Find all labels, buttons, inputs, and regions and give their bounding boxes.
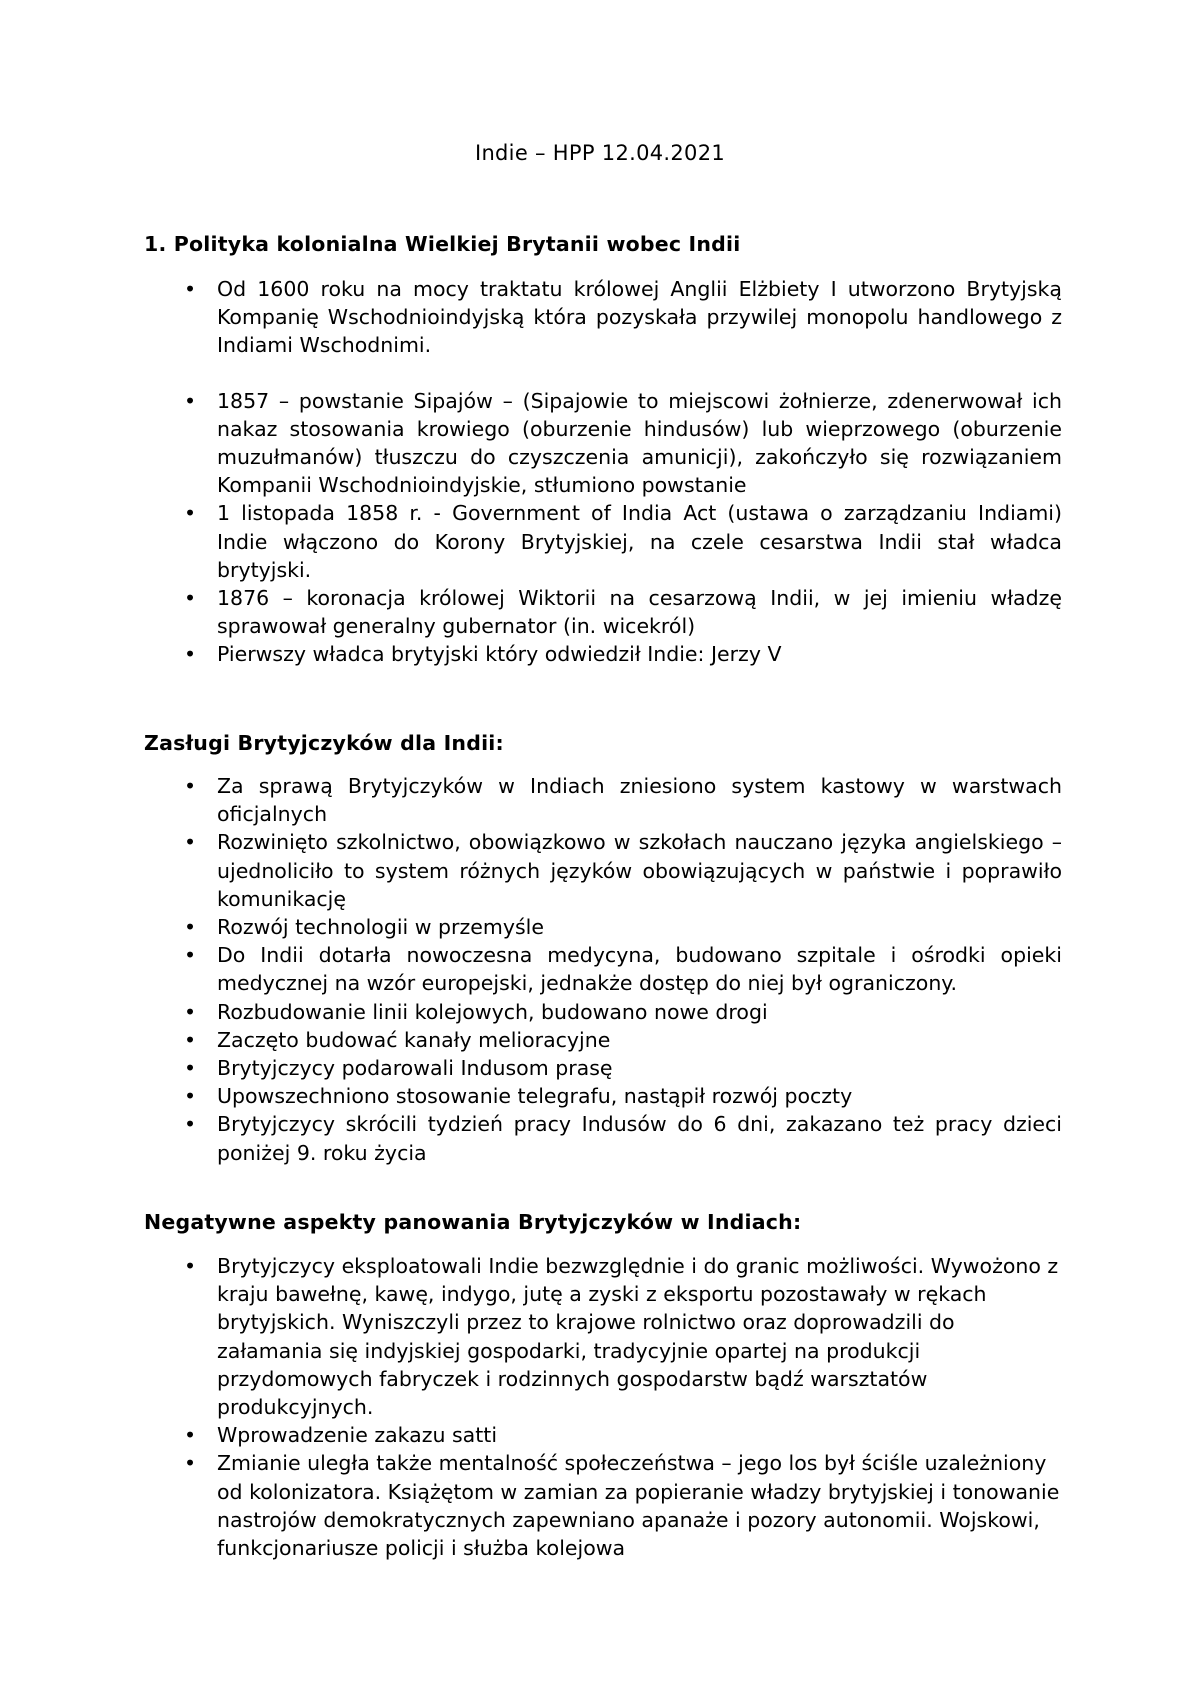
bullet-icon: • [183, 1112, 197, 1137]
list-item-text: Rozwój technologii w przemyśle [217, 915, 544, 940]
list-item [144, 1421, 1062, 1449]
bullet-icon: • [183, 1056, 197, 1081]
document-title: Indie – HPP 12.04.2021 [474, 141, 726, 165]
list-item-text: Zmianie uległa także mentalność społeczeństwa – jego los był ściśle uzależniony od kolonizatora. Książętom w zamian za popieranie władzy brytyjskiej i tonowanie nastrojów demokratycznych zapewniano apanaże i pozory autonomii. Wojskowi, funkcjonariusze policji i służba kolejowa [217, 1451, 1060, 1561]
list-item-text: Rozbudowanie linii kolejowych, budowano nowe drogi [217, 999, 768, 1024]
list-item [144, 640, 1062, 668]
list-item [144, 1026, 1062, 1054]
list-item [144, 941, 1062, 997]
list-item-text: Brytyjczycy podarowali Indusom prasę [217, 1056, 613, 1081]
section-3-list [144, 1252, 1062, 1562]
bullet-icon: • [183, 774, 197, 798]
bullet-icon: • [183, 388, 197, 413]
bullet-icon: • [183, 943, 197, 968]
section-3-heading: Negatywne aspekty panowania Brytyjczyków w Indiach: [144, 1210, 802, 1234]
bullet-icon: • [183, 1451, 197, 1476]
list-spacer [144, 360, 1062, 387]
list-item [144, 584, 1062, 640]
list-item-text: Za sprawą Brytyjczyków w Indiach zniesiono system kastowy w warstwach oficjalnych [217, 774, 1062, 827]
list-item-text: Brytyjczycy skrócili tydzień pracy Indusów do 6 dni, zakazano też pracy dzieci poniżej 9. roku życia [217, 1112, 1062, 1165]
bullet-icon: • [183, 1254, 197, 1278]
bullet-icon: • [183, 1027, 197, 1052]
list-item-text: Zaczęto budować kanały melioracyjne [217, 1027, 611, 1052]
bullet-icon: • [183, 1084, 197, 1109]
list-item [144, 828, 1062, 913]
section-2-list [144, 772, 1062, 1167]
section-2-heading: Zasługi Brytyjczyków dla Indii: [144, 731, 504, 755]
list-item [144, 387, 1062, 500]
list-item [144, 1054, 1062, 1082]
section-1-list [144, 275, 1062, 669]
list-item [144, 772, 1062, 828]
bullet-icon: • [183, 642, 197, 667]
list-item-text: 1857 – powstanie Sipajów – (Sipajowie to miejscowi żołnierze, zdenerwował ich nakaz stosowania krowiego (oburzenie hindusów) lub wieprzowego (oburzenie muzułmanów) tłuszczu do czyszczenia amunicji), zakończyło się rozwiązaniem Kompanii Wschodnioindyjskie, stłumiono powstanie [217, 388, 1062, 498]
list-item-text: Upowszechniono stosowanie telegrafu, nastąpił rozwój poczty [217, 1084, 853, 1109]
list-item-text: Wprowadzenie zakazu satti [217, 1423, 498, 1448]
list-item-text: Brytyjczycy eksploatowali Indie bezwzględnie i do granic możliwości. Wywożono z kraju bawełnę, kawę, indygo, jutę a zyski z eksportu pozostawały w rękach brytyjskich. Wyniszczyli przez to krajowe rolnictwo oraz doprowadzili do załamania się indyjskiej gospodarki, tradycyjnie opartej na produkcji przydomowych fabryczek i rodzinnych gospodarstw bądź warsztatów produkcyjnych. [217, 1254, 1059, 1420]
bullet-icon: • [183, 277, 197, 301]
list-item [144, 1252, 1062, 1421]
bullet-icon: • [183, 915, 197, 940]
list-item [144, 1110, 1062, 1166]
list-item [144, 998, 1062, 1026]
bullet-icon: • [183, 999, 197, 1024]
list-item [144, 913, 1062, 941]
list-item-text: 1 listopada 1858 r. - Government of India Act (ustawa o zarządzaniu Indiami) Indie włączono do Korony Brytyjskiej, na czele cesarstwa Indii stał władca brytyjski. [217, 501, 1062, 582]
bullet-icon: • [183, 1423, 197, 1448]
list-item-text: Do Indii dotarła nowoczesna medycyna, budowano szpitale i ośrodki opieki medycznej na wzór europejski, jednakże dostęp do niej był ograniczony. [217, 943, 1062, 996]
list-item-text: Rozwinięto szkolnictwo, obowiązkowo w szkołach nauczano języka angielskiego – ujednoliciło to system różnych języków obowiązujących w państwie i poprawiło komunikację [217, 830, 1062, 911]
bullet-icon: • [183, 501, 197, 526]
list-item [144, 1082, 1062, 1110]
section-1-heading: 1. Polityka kolonialna Wielkiej Brytanii wobec Indii [144, 232, 741, 256]
list-item [144, 499, 1062, 584]
list-item-text: Pierwszy władca brytyjski który odwiedził Indie: Jerzy V [217, 642, 782, 667]
list-item-text: Od 1600 roku na mocy traktatu królowej Anglii Elżbiety I utworzono Brytyjską Kompanię Wschodnioindyjską która pozyskała przywilej monopolu handlowego z Indiami Wschodnimi. [217, 277, 1062, 358]
list-item [144, 1449, 1062, 1562]
list-item-text: 1876 – koronacja królowej Wiktorii na cesarzową Indii, w jej imieniu władzę sprawował generalny gubernator (in. wicekról) [217, 586, 1062, 639]
bullet-icon: • [183, 830, 197, 855]
bullet-icon: • [183, 586, 197, 611]
list-item [144, 275, 1062, 360]
